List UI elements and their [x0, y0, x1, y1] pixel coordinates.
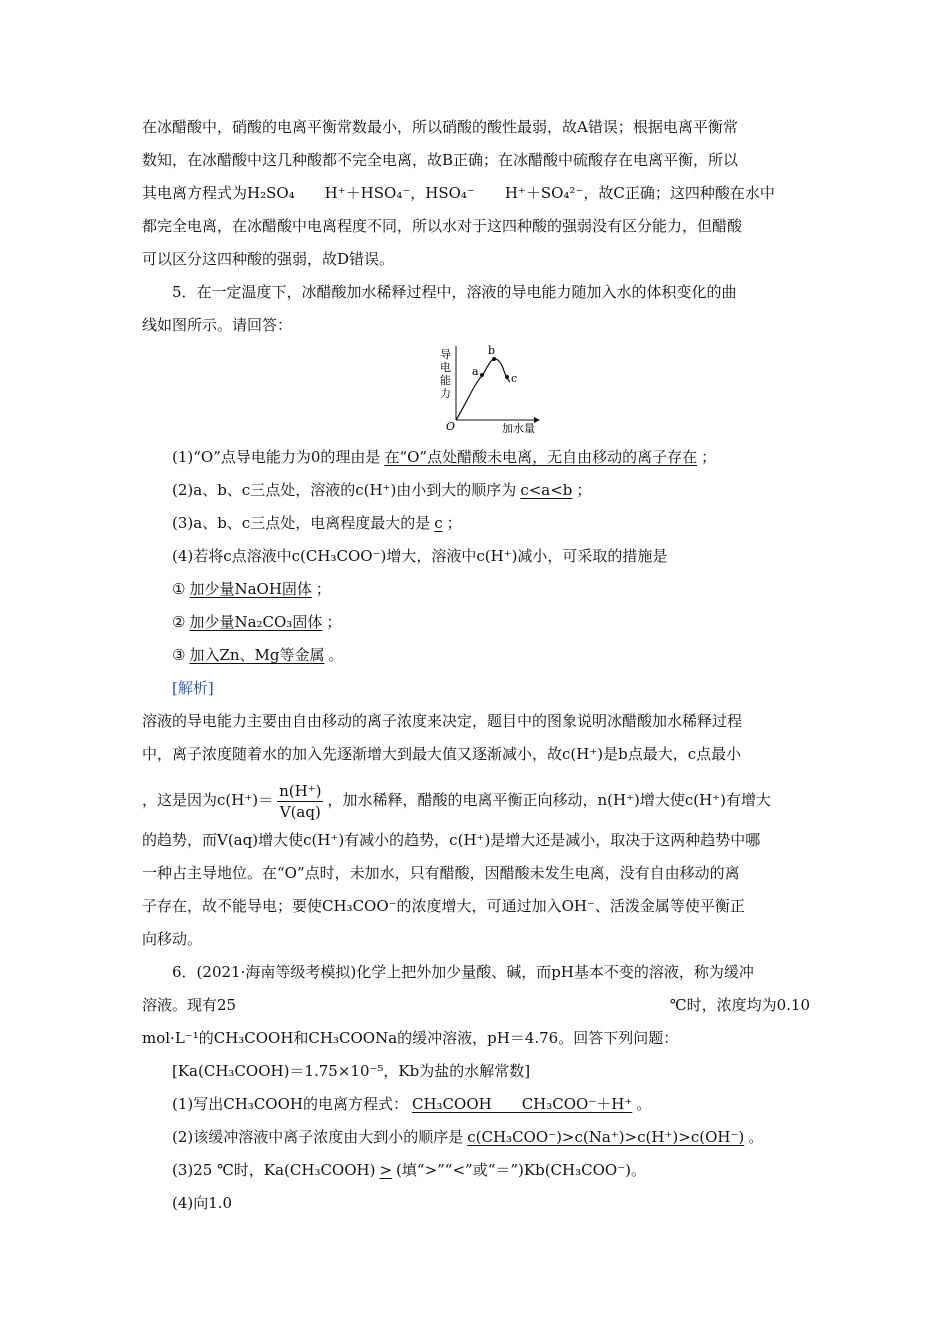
- concentration-fraction: [277, 781, 323, 822]
- q5-part-1: [172, 446, 810, 468]
- q5-part-3-suffix: ；: [446, 514, 462, 532]
- x-axis-label: 加水量: [502, 422, 535, 434]
- q6-stem-line-1: 6．(2021·海南等级考模拟)化学上把外加少量酸、碱，而pH基本不变的溶液，称为缓冲: [172, 963, 754, 981]
- intro-line-5: 可以区分这四种酸的强弱，故D错误。: [142, 250, 395, 268]
- y-axis-label-4: 力: [440, 387, 451, 400]
- q5-measure-2: [172, 611, 810, 633]
- q6-part-2-prompt: (2)该缓冲溶液中离子浓度由大到小的顺序是: [172, 1128, 464, 1146]
- analysis-line-6: 子存在，故不能导电；要使CH₃COO⁻的浓度增大，可通过加入OH⁻、活泼金属等使平衡正: [142, 897, 745, 915]
- measure-1-number: ①: [172, 580, 186, 598]
- q6-part-3-suffix: (填“>”“<”或“＝”)Kb(CH₃COO⁻)。: [396, 1161, 646, 1179]
- measure-3-number: ③: [172, 646, 186, 664]
- q6-part-2: [172, 1126, 810, 1148]
- q6-stem-line-3: mol·L⁻¹的CH₃COOH和CH₃COONa的缓冲溶液，pH＝4.76。回答下列问题：: [142, 1029, 679, 1047]
- fraction-numerator: n(H⁺): [279, 781, 322, 800]
- analysis-line-3-suffix: ，加水稀释，醋酸的电离平衡正向移动，n(H⁺)增大使c(H⁺)有增大: [327, 791, 771, 809]
- q6-part-2-suffix: 。: [748, 1128, 764, 1146]
- q5-measure-1: [172, 578, 810, 600]
- measure-3-suffix: 。: [328, 646, 344, 664]
- q6-part-1-prompt: (1)写出CH₃COOH的电离方程式：: [172, 1095, 408, 1113]
- q6-stem-line-2-left: 溶液。现有25: [142, 996, 237, 1014]
- conductivity-curve-figure: [436, 342, 546, 434]
- measure-3-answer: 加入Zn、Mg等金属: [189, 646, 325, 664]
- conductivity-curve: [456, 359, 510, 420]
- measure-1-suffix: ；: [315, 580, 331, 598]
- analysis-line-1: 溶液的导电能力主要由自由移动的离子浓度来决定，题目中的图象说明冰醋酸加水稀释过程: [142, 712, 743, 730]
- measure-1-answer: 加少量NaOH固体: [189, 580, 312, 598]
- intro-line-4: 都完全电离，在冰醋酸中电离程度不同，所以水对于这四种酸的强弱没有区分能力，但醋酸: [142, 217, 743, 235]
- q6-part-2-answer: c(CH₃COO⁻)>c(Na⁺)>c(H⁺)>c(OH⁻): [467, 1128, 745, 1146]
- analysis-line-2: 中，离子浓度随着水的加入先逐渐增大到最大值又逐渐减小，故c(H⁺)是b点最大，c点最小: [142, 745, 742, 763]
- q5-measure-3: [172, 644, 810, 666]
- point-a-label: a: [472, 365, 479, 378]
- analysis-tag: [解析]: [172, 679, 214, 697]
- analysis-line-5: 一种占主导地位。在“O”点时，未加水，只有醋酸，因醋酸未发生电离，没有自由移动的离: [142, 864, 740, 882]
- q5-stem-line-1: 5．在一定温度下，冰醋酸加水稀释过程中，溶液的导电能力随加入水的体积变化的曲: [172, 283, 737, 301]
- q6-part-1-suffix: 。: [636, 1095, 652, 1113]
- q5-part-3-prompt: (3)a、b、c三点处，电离程度最大的是: [172, 514, 431, 532]
- point-c-label: c: [511, 372, 518, 385]
- q5-part-2-prompt: (2)a、b、c三点处，溶液的c(H⁺)由小到大的顺序为: [172, 481, 517, 499]
- q6-part-3-prompt: (3)25 ℃时，Ka(CH₃COOH): [172, 1161, 376, 1179]
- q5-part-1-answer: 在“O”点处醋酸未电离，无自由移动的离子存在: [384, 448, 698, 466]
- fraction-denominator: V(aq): [279, 802, 321, 821]
- intro-line-2: 数知，在冰醋酸中这几种酸都不完全电离，故B正确；在冰醋酸中硫酸存在电离平衡，所以: [142, 151, 739, 169]
- q6-part-3: [172, 1159, 810, 1181]
- analysis-line-7: 向移动。: [142, 930, 203, 948]
- analysis-line-3-prefix: ，这是因为c(H⁺)＝: [142, 791, 274, 809]
- q6-part-1-answer: CH₃COOH CH₃COO⁻＋H⁺: [411, 1095, 633, 1113]
- analysis-line-4: 的趋势，而V(aq)增大使c(H⁺)有减小的趋势，c(H⁺)是增大还是减小，取决于这两种趋势中哪: [142, 831, 761, 849]
- q5-part-2-answer: c<a<b: [520, 481, 573, 499]
- point-b-marker: [492, 357, 496, 361]
- intro-line-3: 其电离方程式为H₂SO₄ H⁺＋HSO₄⁻，HSO₄⁻ H⁺＋SO₄²⁻，故C正确；这四种酸在水中: [142, 184, 775, 202]
- y-axis-label-1: 导: [440, 348, 451, 361]
- measure-2-number: ②: [172, 613, 186, 631]
- q5-part-1-suffix: ；: [701, 448, 717, 466]
- y-axis-label-3: 能: [440, 374, 451, 387]
- q5-part-2-suffix: ；: [576, 481, 592, 499]
- point-c-marker: [505, 375, 509, 379]
- y-axis-label-2: 电: [440, 361, 451, 374]
- q6-stem-line-2-right: ℃时，浓度均为0.10: [669, 996, 810, 1014]
- q5-part-2: [172, 479, 810, 501]
- measure-2-answer: 加少量Na₂CO₃固体: [189, 613, 323, 631]
- q5-stem-line-2: 线如图所示。请回答：: [142, 316, 293, 334]
- q6-part-1: [172, 1093, 810, 1115]
- q5-part-3-answer: c: [434, 514, 443, 532]
- measure-2-suffix: ；: [326, 613, 342, 631]
- q5-part-1-prompt: (1)“O”点导电能力为0的理由是: [172, 448, 381, 466]
- q5-part-4: (4)若将c点溶液中c(CH₃COO⁻)增大，溶液中c(H⁺)减小，可采取的措施是: [172, 547, 668, 565]
- q5-part-3: [172, 512, 810, 534]
- origin-label: O: [446, 420, 456, 433]
- point-a-marker: [480, 373, 484, 377]
- intro-line-1: 在冰醋酸中，硝酸的电离平衡常数最小，所以硝酸的酸性最弱，故A错误；根据电离平衡常: [142, 118, 738, 136]
- point-b-label: b: [488, 344, 496, 357]
- q6-constants-line: [Ka(CH₃COOH)＝1.75×10⁻⁵，Kb为盐的水解常数]: [172, 1062, 531, 1080]
- analysis-line-3: [142, 776, 810, 824]
- q6-stem-line-2: [142, 994, 810, 1016]
- q6-part-4: (4)向1.0: [172, 1194, 233, 1212]
- q6-part-3-answer: >: [379, 1161, 393, 1179]
